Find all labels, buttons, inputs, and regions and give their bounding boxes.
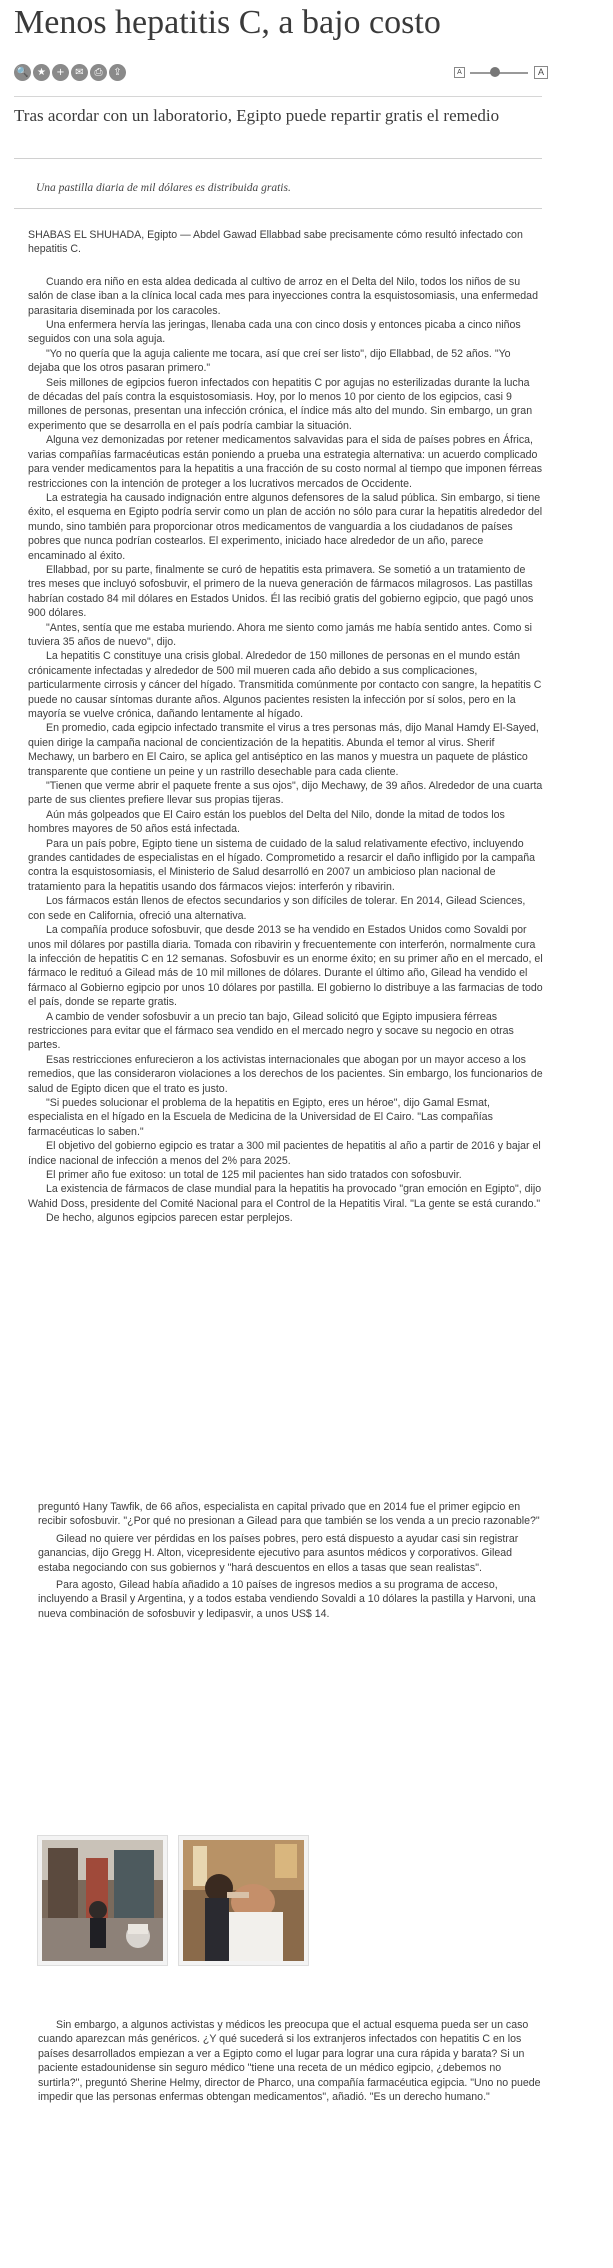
caption-top-rule — [14, 158, 542, 159]
article-paragraph: El objetivo del gobierno egipcio es tratar a 300 mil pacientes de hepatitis al año a partir de 2016 y bajar el índice nacional de infección a menos del 2% para 2025. — [28, 1140, 541, 1167]
article-paragraph: Alguna vez demonizadas por retener medicamentos salvavidas para el sida de países pobres en África, varias compañías farmacéuticas están poniendo a prueba una estrategia alternativa: un acuerdo complicado para vender medicamentos para la hepatitis a una fracción de su costo normal al tiempo que imponen férreas restricciones con la intención de proteger a los lucrativos mercados de Occidente. — [28, 434, 543, 490]
star-icon[interactable]: ★ — [33, 64, 50, 81]
article-paragraph: La hepatitis C constituye una crisis global. Alrededor de 150 millones de personas en el mundo están crónicamente infectadas y alrededor de 500 mil mueren cada año debido a sus complicaciones, particularmente cirrosis y cáncer del hígado. Transmitida comúnmente por contacto con sangre, la hepatitis C puede no causar síntomas durante años. Algunos pacientes resisten la infección por sí solos, pero en la mayoría se vuelve crónica, dañando lentamente al hígado. — [28, 650, 542, 720]
print-icon[interactable]: ⎙ — [90, 64, 107, 81]
article-toolbar — [14, 64, 542, 84]
article-paragraph: "Si puedes solucionar el problema de la hepatitis en Egipto, eres un héroe", dijo Gamal Esmat, especialista en el hígado en la Escuela de Medicina de la Universidad de El Cairo. "Las compañías farmacéuticas lo saben." — [28, 1096, 493, 1138]
subheadline: Tras acordar con un laboratorio, Egipto puede repartir gratis el remedio — [14, 106, 500, 125]
article-paragraph: "Yo no quería que la aguja caliente me tocara, así que creí ser listo", dijo Ellabbad, de 52 años. "Yo dejaba que los otros pasaran primero." — [28, 347, 511, 375]
article-paragraph: "Antes, sentía que me estaba muriendo. Ahora me siento como jamás me había sentido antes. Como si tuviera 35 años de nuevo", dijo. — [28, 621, 533, 648]
mail-icon[interactable]: ✉ — [71, 64, 88, 81]
article-paragraph: La compañía produce sofosbuvir, que desde 2013 se ha vendido en Estados Unidos como Sovaldi por unos mil dólares por pastilla diaria. Tomada con ribavirin y frecuentemente con interferón, normalmente cura la infección de hepatitis C en 12 semanas. Sofosbuvir es un enorme éxito; en su primer año en el mercado, el fármaco le redituó a Gilead más de 10 mil millones de dólares. Durante el último año, Gilead ha vendido el fármaco al Gobierno egipcio por unos 10 dólares por pastilla. El gobierno lo distribuye a las farmacias de todo el país, donde se reparte gratis. — [28, 924, 543, 1009]
share-icon[interactable]: ⇪ — [109, 64, 126, 81]
article-paragraph: Una enfermera hervía las jeringas, llenaba cada una con cinco dosis y entonces picaba a cinco niños seguidos con una sola aguja. — [28, 319, 521, 346]
font-decrease-button[interactable]: A — [454, 67, 465, 78]
article-paragraph: Sin embargo, a algunos activistas y médicos les preocupa que el actual esquema pueda ser un caso cuando aparezcan más genéricos. ¿Y qué sucederá si los extranjeros infectados con hepatitis C en los países desarrollados empiezan a ver a Egipto como el lugar para lograr una cura rápida y barata? Si un paciente estadounidense sin seguro médico "tiene una receta de un médico egipcio, ¿debemos no surtirla?", preguntó Sherine Helmy, director de Pharco, una compañía farmacéutica egipcia. "Uno no puede impedir que las personas enfermas obtengan medicamentos", añadió. "Es un derecho humano." — [38, 2019, 541, 2104]
article-body-final — [38, 2018, 543, 2104]
search-icon[interactable]: 🔍 — [14, 64, 31, 81]
article-paragraph: SHABAS EL SHUHADA, Egipto — Abdel Gawad Ellabbad sabe precisamente cómo resultó infectado con hepatitis C. — [28, 229, 523, 256]
article-paragraph: La estrategia ha causado indignación entre algunos defensores de la salud pública. Sin embargo, si tiene éxito, el esquema en Egipto podría servir como un plan de acción no sólo para curar la hepatitis alrededor del mundo, sino también para proporcionar otros medicamentos de vanguardia a los ciudadanos de países pobres que nunca podrían costearlos. El experimento, iniciado hace alrededor de un año, parece encaminado al éxito. — [28, 491, 543, 562]
article-paragraph: El primer año fue exitoso: un total de 125 mil pacientes han sido tratados con sofosbuvir. — [46, 1169, 462, 1181]
font-size-slider-handle[interactable] — [490, 67, 500, 77]
divider — [14, 96, 542, 97]
article-paragraph: Gilead no quiere ver pérdidas en los países pobres, pero está dispuesto a ayudar casi sin registrar ganancias, dijo Gregg H. Alton, vicepresidente ejecutivo para asuntos médicos y corporativos. Gilead estaba negociando con sus gobiernos y "hará descuentos en ellos a tasas que sean realistas". — [38, 1532, 519, 1574]
article-paragraph: Los fármacos están llenos de efectos secundarios y son difíciles de tolerar. En 2014, Gilead Sciences, con sede en California, ofreció una alternativa. — [28, 895, 526, 922]
article-paragraph: Para un país pobre, Egipto tiene un sistema de cuidado de la salud relativamente efectivo, incluyendo grandes cantidades de especialistas en el hígado. Comprometido a resarcir el daño infligido por la campaña contra la esquistosomiasis, el Ministerio de Salud desarrolló en 2007 un ambicioso plan nacional de tratamiento para la hepatitis usando dos fármacos viejos: interferón y ribavirin. — [28, 837, 536, 893]
font-size-control — [454, 66, 550, 80]
article-body — [28, 228, 543, 1226]
article-paragraph: La existencia de fármacos de clase mundial para la hepatitis ha provocado "gran emoción en Egipto", dijo Wahid Doss, presidente del Comité Nacional para el Control de la Hepatitis Viral. "La gente se está curando." — [28, 1183, 542, 1210]
photo-street-clinic[interactable] — [38, 1836, 167, 1965]
article-paragraph: Seis millones de egipcios fueron infectados con hepatitis C por agujas no esterilizadas durante la lucha de décadas del país contra la esquistosomiasis. Hoy, por lo menos 10 por ciento de los egipcios, casi 9 millones de personas, presentan una infección crónica, el índice más alto del mundo. Sin embargo, un gran experimento que se desarrolla en el país podría cambiar la situación. — [28, 376, 533, 432]
article-paragraph: Aún más golpeados que El Cairo están los pueblos del Delta del Nilo, donde la mitad de todos los hombres mayores de 50 años está infectada. — [28, 808, 505, 836]
article-paragraph: Ellabbad, por su parte, finalmente se curó de hepatitis esta primavera. Se sometió a un tratamiento de tres meses que incluyó sofosbuvir, el primero de la nueva generación de fármacos milagrosos. Las pastillas habrían costado 84 mil dólares en Estados Unidos. Él las recibió gratis del gobierno egipcio, que pagó unos 900 dólares. — [28, 563, 534, 620]
article-paragraph: Cuando era niño en esta aldea dedicada al cultivo de arroz en el Delta del Nilo, todos los niños de su salón de clase iban a la clínica local cada mes para inyecciones contra la esquistosomiasis, una enfermedad parasitaria diseminada por los caracoles. — [28, 275, 538, 317]
street-photo-image — [42, 1840, 163, 1961]
font-increase-button[interactable]: A — [534, 66, 548, 79]
article-paragraph: preguntó Hany Tawfik, de 66 años, especialista en capital privado que en 2014 fue el primer egipcio en recibir sofosbuvir. "¿Por qué no presionan a Gilead para que también se los venda a un precio razonable?" — [38, 1501, 540, 1528]
article-paragraph: De hecho, algunos egipcios parecen estar perplejos. — [46, 1212, 293, 1225]
photo-barber[interactable] — [179, 1836, 308, 1965]
article-paragraph: Para agosto, Gilead había añadido a 10 países de ingresos medios a su programa de acceso, incluyendo a Brasil y Argentina, y a todos estaba vendiendo Sovaldi a 10 dólares la pastilla y Harvoni, una nueva combinación de sofosbuvir y ledipasvir, a unos US$ 14. — [38, 1579, 536, 1620]
article-body-continued — [38, 1500, 543, 1624]
article-paragraph: A cambio de vender sofosbuvir a un precio tan bajo, Gilead solicitó que Egipto impusiera férreas restricciones para evitar que el fármaco sea vendido en el mercado negro y socave su negocio en otras partes. — [28, 1010, 514, 1052]
caption-bottom-rule — [14, 208, 542, 209]
headline: Menos hepatitis C, a bajo costo — [14, 4, 441, 41]
article-paragraph: Esas restricciones enfurecieron a los activistas internacionales que abogan por un mayor acceso a los remedios, que las consideraron violaciones a los derechos de los pacientes. Sin embargo, los funcionarios de salud de Egipto dicen que el trato es justo. — [28, 1053, 543, 1095]
barber-photo-image — [183, 1840, 304, 1961]
photo-caption: Una pastilla diaria de mil dólares es distribuida gratis. — [36, 182, 291, 194]
article-paragraph: En promedio, cada egipcio infectado transmite el virus a tres personas más, dijo Manal Hamdy El-Sayed, quien dirige la campaña nacional de concientización de la hepatitis. Abunda el temor al virus. Sherif Mechawy, un barbero en El Cairo, se aplica gel antiséptico en las manos y muestra un paquete de plástico transparente que contiene un peine y un rastrillo desechable para cada cliente. — [28, 722, 539, 778]
article-paragraph: "Tienen que verme abrir el paquete frente a sus ojos", dijo Mechawy, de 39 años. Alrededor de una cuarta parte de sus clientes prefiere llevar sus propias tijeras. — [28, 780, 543, 807]
plus-icon[interactable]: + — [52, 64, 69, 81]
